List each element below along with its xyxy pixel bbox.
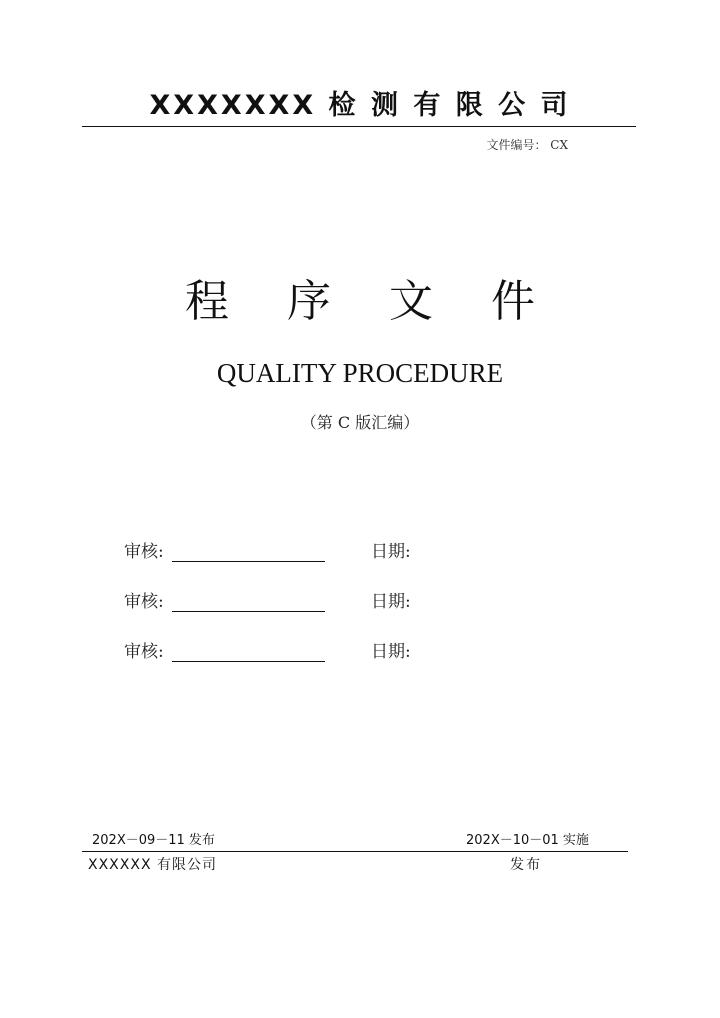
document-title: 程 序 文 件 bbox=[185, 276, 557, 327]
date-label: 日期: bbox=[371, 642, 411, 662]
review-signature-line bbox=[172, 611, 325, 612]
review-label: 审核: bbox=[124, 542, 164, 562]
review-row bbox=[124, 639, 544, 667]
header-divider bbox=[82, 126, 636, 127]
issue-date: 202X－09－11 发布 bbox=[92, 833, 215, 848]
date-label: 日期: bbox=[371, 592, 411, 612]
review-label: 审核: bbox=[124, 592, 164, 612]
english-subtitle: QUALITY PROCEDURE bbox=[216, 358, 504, 388]
document-number: 文件编号： CX bbox=[486, 138, 568, 152]
date-label: 日期: bbox=[371, 542, 411, 562]
review-signature-line bbox=[172, 561, 325, 562]
footer-company: XXXXXX 有限公司 bbox=[88, 857, 217, 873]
footer-divider bbox=[82, 851, 628, 852]
effective-date: 202X－10－01 实施 bbox=[466, 833, 589, 848]
company-title: XXXXXXX 检 测 有 限 公 司 bbox=[149, 90, 571, 121]
review-row bbox=[124, 589, 544, 617]
review-label: 审核: bbox=[124, 642, 164, 662]
footer-publish-label: 发布 bbox=[510, 857, 542, 873]
edition-note: （第 C 版汇编） bbox=[300, 413, 420, 432]
review-signature-line bbox=[172, 661, 325, 662]
review-row bbox=[124, 539, 544, 567]
